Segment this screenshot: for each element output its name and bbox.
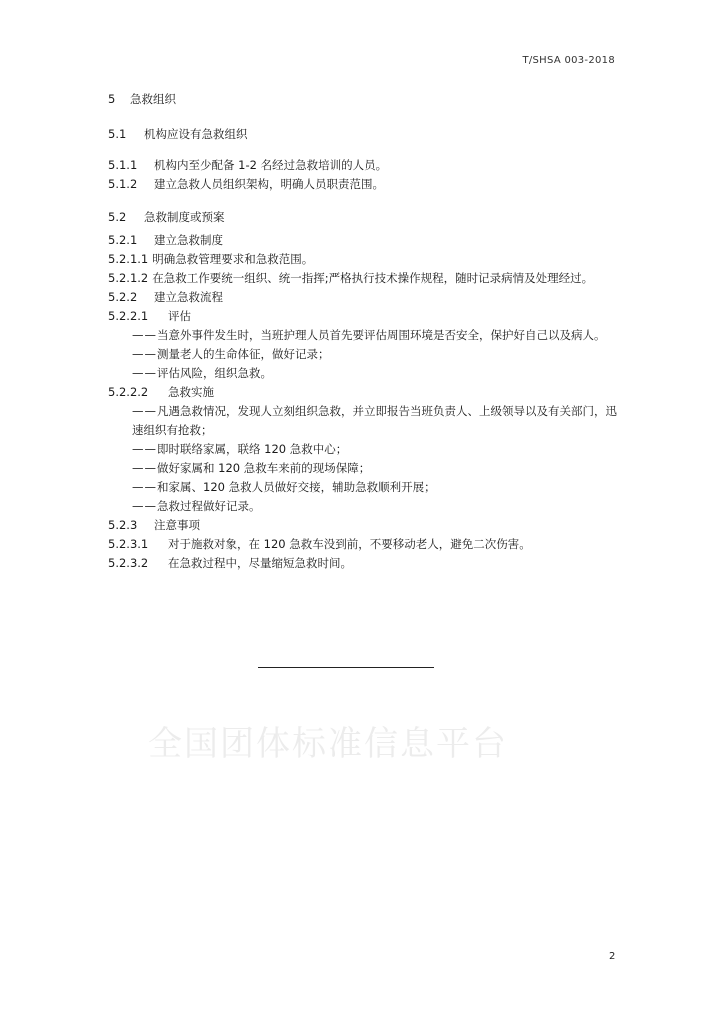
list-item — [108, 345, 618, 364]
list-item-text: 即时联络家属，联络 120 急救中心； — [157, 442, 348, 456]
dash-marker: —— — [132, 328, 157, 342]
clause-number: 5.2.1.2 — [108, 271, 149, 285]
list-item-text: 凡遇急救情况，发现人立刻组织急救，并立即报告当班负责人、上级领导以及有关部门，迅速组织有抢救； — [132, 404, 617, 437]
section-title: 急救实施 — [168, 385, 214, 399]
list-item — [108, 497, 618, 516]
clause-text: 在急救过程中，尽量缩短急救时间。 — [168, 556, 352, 570]
list-item-text: 和家属、120 急救人员做好交接，辅助急救顺利开展； — [157, 480, 436, 494]
section-title: 建立急救制度 — [154, 233, 223, 247]
list-item-text: 急救过程做好记录。 — [157, 499, 261, 513]
clause-text: 建立急救人员组织架构，明确人员职责范围。 — [154, 177, 384, 191]
end-of-text-rule — [258, 667, 434, 668]
clause-5-1-1 — [108, 156, 618, 175]
section-5-2-2-heading — [108, 288, 618, 307]
clause-text: 明确急救管理要求和急救范围。 — [152, 252, 314, 266]
section-5-2-2-1-heading — [108, 307, 618, 326]
section-title: 急救制度或预案 — [144, 210, 225, 224]
section-5-2-1-heading — [108, 231, 618, 250]
section-number: 5.2.2 — [108, 290, 138, 304]
clause-number: 5.2.1.1 — [108, 252, 149, 266]
document-body — [108, 90, 618, 573]
dash-marker: —— — [132, 499, 157, 513]
list-item — [108, 402, 618, 440]
section-title: 注意事项 — [154, 518, 200, 532]
list-item — [108, 440, 618, 459]
clause-number: 5.2.3.1 — [108, 537, 149, 551]
section-5-2-3-heading — [108, 516, 618, 535]
list-item — [108, 326, 618, 345]
section-5-2-2-2-heading — [108, 383, 618, 402]
section-number: 5.2.1 — [108, 233, 138, 247]
dash-marker: —— — [132, 404, 157, 418]
section-number: 5.2.3 — [108, 518, 138, 532]
clause-number: 5.1.1 — [108, 158, 138, 172]
list-item — [108, 364, 618, 383]
section-number: 5.1 — [108, 127, 127, 141]
dash-marker: —— — [132, 347, 157, 361]
watermark: 全国团体标准信息平台 — [148, 724, 508, 764]
section-number: 5.2.2.2 — [108, 385, 149, 399]
clause-text: 对于施救对象，在 120 急救车没到前，不要移动老人，避免二次伤害。 — [168, 537, 531, 551]
dash-marker: —— — [132, 442, 157, 456]
dash-marker: —— — [132, 366, 157, 380]
clause-5-2-3-2 — [108, 554, 618, 573]
page-number: 2 — [609, 951, 616, 962]
section-number: 5.2.2.1 — [108, 309, 149, 323]
clause-5-2-1-2 — [108, 269, 618, 288]
clause-5-1-2 — [108, 175, 618, 194]
section-title: 急救组织 — [130, 92, 176, 106]
clause-number: 5.1.2 — [108, 177, 138, 191]
list-item-text: 评估风险，组织急救。 — [157, 366, 272, 380]
clause-text: 在急救工作要统一组织、统一指挥;严格执行技术操作规程，随时记录病情及处理经过。 — [152, 271, 594, 285]
dash-marker: —— — [132, 461, 157, 475]
section-5-2-heading — [108, 208, 618, 227]
list-item — [108, 459, 618, 478]
section-number: 5 — [108, 92, 116, 106]
dash-marker: —— — [132, 480, 157, 494]
clause-number: 5.2.3.2 — [108, 556, 149, 570]
clause-5-2-1-1 — [108, 250, 618, 269]
list-item-text: 测量老人的生命体征，做好记录； — [157, 347, 330, 361]
section-5-1-heading — [108, 125, 618, 144]
list-item-text: 当意外事件发生时，当班护理人员首先要评估周围环境是否安全，保护好自己以及病人。 — [157, 328, 606, 342]
section-5-heading — [108, 90, 618, 109]
document-code: T/SHSA 003-2018 — [522, 55, 615, 66]
clause-5-2-3-1 — [108, 535, 618, 554]
list-item-text: 做好家属和 120 急救车来前的现场保障； — [157, 461, 371, 475]
section-title: 机构应设有急救组织 — [144, 127, 248, 141]
list-item — [108, 478, 618, 497]
clause-text: 机构内至少配备 1-2 名经过急救培训的人员。 — [154, 158, 388, 172]
section-number: 5.2 — [108, 210, 127, 224]
section-title: 建立急救流程 — [154, 290, 223, 304]
section-title: 评估 — [168, 309, 191, 323]
